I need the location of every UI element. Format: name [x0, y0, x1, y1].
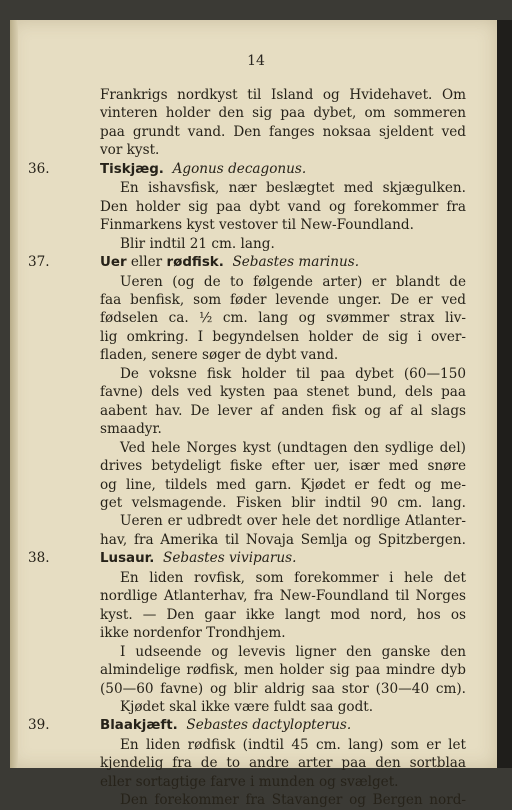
text-line: ikke nordenfor Trondhjem.	[100, 625, 286, 642]
text-line: En liden rovfisk, som forekommer i hele det	[120, 569, 466, 586]
entry-36	[28, 160, 466, 253]
text-line: Finmarkens kyst vestover til New-Foundland.	[100, 217, 414, 234]
text-line: En liden rødfisk (indtil 45 cm. lang) som er let	[120, 736, 466, 753]
text-line: Den holder sig paa dybt vand og forekommer fra	[100, 198, 466, 215]
text-line: Ved hele Norges kyst (undtagen den sydlige del)	[120, 439, 466, 456]
text-line: En ishavsfisk, nær beslægtet med skjægulken.	[120, 180, 466, 197]
entry-heading	[28, 160, 466, 179]
text-line: favne) dels ved kysten paa stenet bund, dels paa	[100, 384, 466, 401]
text-line: Frankrigs nordkyst til Island og Hvidehavet. Om	[100, 87, 466, 103]
entry-number: 39.	[28, 717, 50, 734]
page-number: 14	[247, 53, 265, 69]
text-line: Ueren er udbredt over hele det nordlige Atlanter-	[120, 513, 466, 530]
text-line: paa grundt vand. Den fanges noksaa sjeldent ved	[100, 123, 466, 140]
text-line: (50—60 favne) og blir aldrig saa stor (30—40 cm).	[100, 680, 466, 697]
text-line: eller sortagtige farve i munden og svælget.	[100, 773, 399, 790]
text-line: nordlige Atlanterhav, fra New-Foundland til Norges	[100, 588, 466, 605]
species-name: Uer	[100, 255, 127, 271]
text-line: fladen, senere søger de dybt vand.	[100, 347, 339, 364]
text-line: fødselen ca. ½ cm. lang og svømmer strax liv-	[100, 310, 466, 327]
text-line: kyst. — Den gaar ikke langt mod nord, hos os	[100, 606, 466, 623]
text-line: lig omkring. I begyndelsen holder de sig i over-	[100, 328, 466, 345]
scientific-name: Sebastes viviparus.	[163, 550, 297, 567]
entry-38	[28, 549, 466, 716]
species-alt-name: rødfisk.	[166, 255, 224, 271]
text-line: kjendelig fra de to andre arter paa den sortblaa	[100, 755, 466, 772]
text-line: I udseende og levevis ligner den ganske den	[120, 643, 466, 660]
scientific-name: Sebastes marinus.	[232, 254, 360, 271]
page-body	[28, 86, 466, 810]
entry-number: 38.	[28, 550, 50, 567]
text-line: get velsmagende. Fisken blir indtil 90 cm. lang.	[100, 494, 466, 511]
text-line: Ueren (og de to følgende arter) er blandt de	[120, 273, 466, 290]
species-name: Lusaur.	[100, 551, 155, 567]
text-line: vinteren holder den sig paa dybet, om sommeren	[100, 105, 466, 122]
entry-number: 37.	[28, 254, 50, 271]
text-line: aabent hav. De lever af anden fisk og af al slags	[100, 402, 466, 419]
text-line: almindelige rødfisk, men holder sig paa mindre dyb	[100, 662, 466, 679]
text-line: Kjødet skal ikke være fuldt saa godt.	[120, 698, 374, 715]
scientific-name: Agonus decagonus.	[172, 160, 307, 177]
entry-number: 36.	[28, 160, 50, 177]
text-line: faa benfisk, som føder levende unger. De er ved	[100, 291, 466, 308]
page-binding	[10, 20, 18, 768]
entry-heading	[28, 549, 466, 568]
text-line: Den forekommer fra Stavanger og Bergen nord-	[120, 792, 466, 809]
species-name: Blaakjæft.	[100, 718, 178, 734]
entry-heading	[28, 253, 466, 272]
entry-39	[28, 716, 466, 809]
text-line: De voksne fisk holder til paa dybet (60—150	[120, 365, 466, 382]
text-line: vor kyst.	[100, 142, 160, 159]
intro-paragraph	[100, 86, 466, 160]
species-name: Tiskjæg.	[100, 161, 164, 177]
entry-heading	[28, 716, 466, 735]
name-connector: eller	[130, 254, 163, 271]
text-line: smaadyr.	[100, 421, 162, 438]
text-line: hav, fra Amerika til Novaja Semlja og Spitzbergen.	[100, 531, 466, 548]
text-line: Blir indtil 21 cm. lang.	[120, 235, 275, 252]
scan-background-edge	[497, 20, 512, 768]
scientific-name: Sebastes dactylopterus.	[186, 717, 352, 734]
text-line: og line, tildels med garn. Kjødet er fedt og me-	[100, 476, 466, 493]
entry-37	[28, 253, 466, 549]
text-line: drives betydeligt fiske efter uer, især med snøre	[100, 458, 466, 475]
